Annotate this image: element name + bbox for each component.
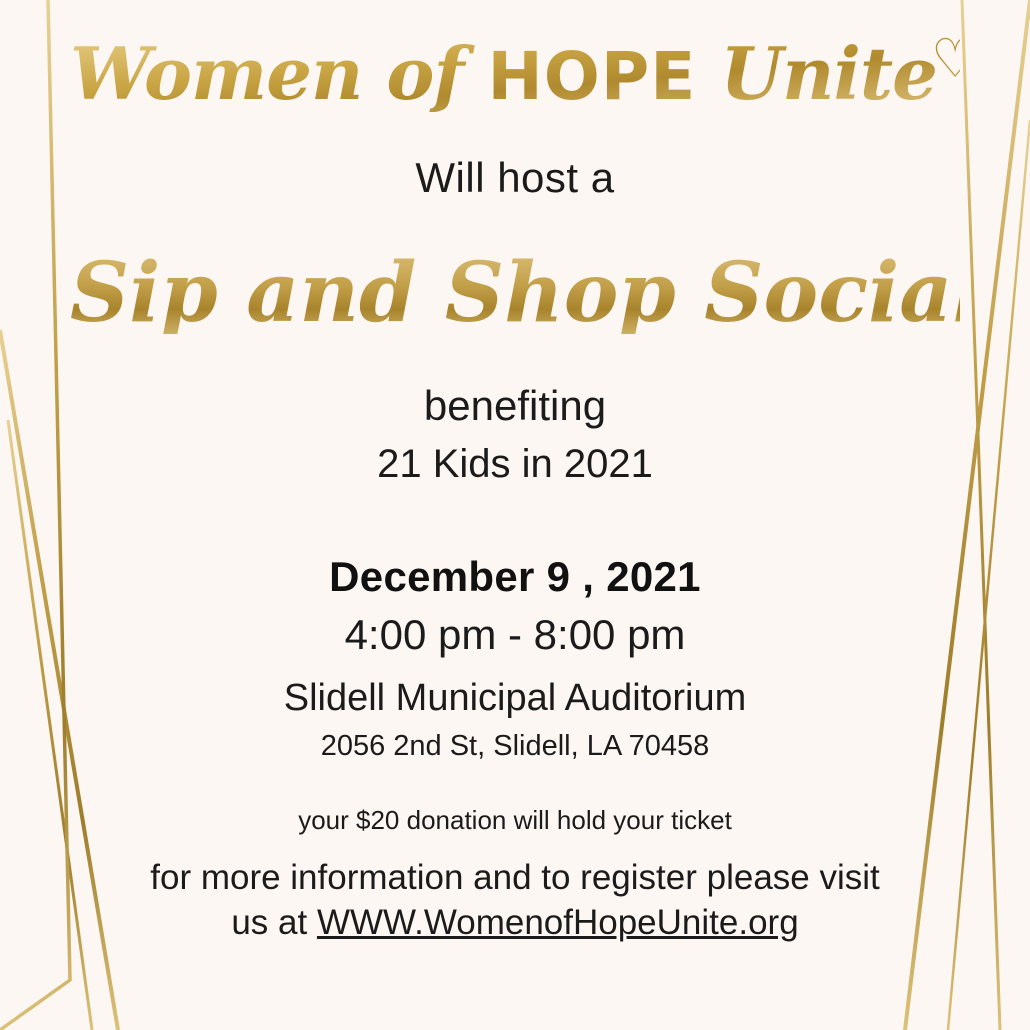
host-line: Will host a — [415, 153, 615, 201]
title-part-2: Unite — [696, 31, 937, 116]
url-line — [70, 903, 960, 943]
register-line: for more information and to register please visit — [150, 857, 880, 897]
event-time: 4:00 pm - 8:00 pm — [344, 610, 686, 658]
flyer-title — [70, 26, 979, 116]
beneficiary: 21 Kids in 2021 — [377, 441, 653, 486]
benefiting-label: benefiting — [423, 381, 607, 429]
event-name: Sip and Shop Social — [70, 244, 984, 341]
title-part-1: Women of — [70, 31, 488, 116]
event-date: December 9 , 2021 — [329, 552, 701, 600]
donation-note: your $20 donation will hold your ticket — [298, 804, 732, 835]
event-venue: Slidell Municipal Auditorium — [283, 676, 747, 719]
title-hope: HOPE — [487, 38, 697, 115]
event-address: 2056 2nd St, Slidell, LA 70458 — [320, 729, 710, 762]
heart-outline-icon: ♡ — [930, 26, 979, 90]
website-link[interactable]: WWW.WomenofHopeUnite.org — [316, 902, 799, 942]
us-at-prefix: us at — [231, 902, 317, 942]
